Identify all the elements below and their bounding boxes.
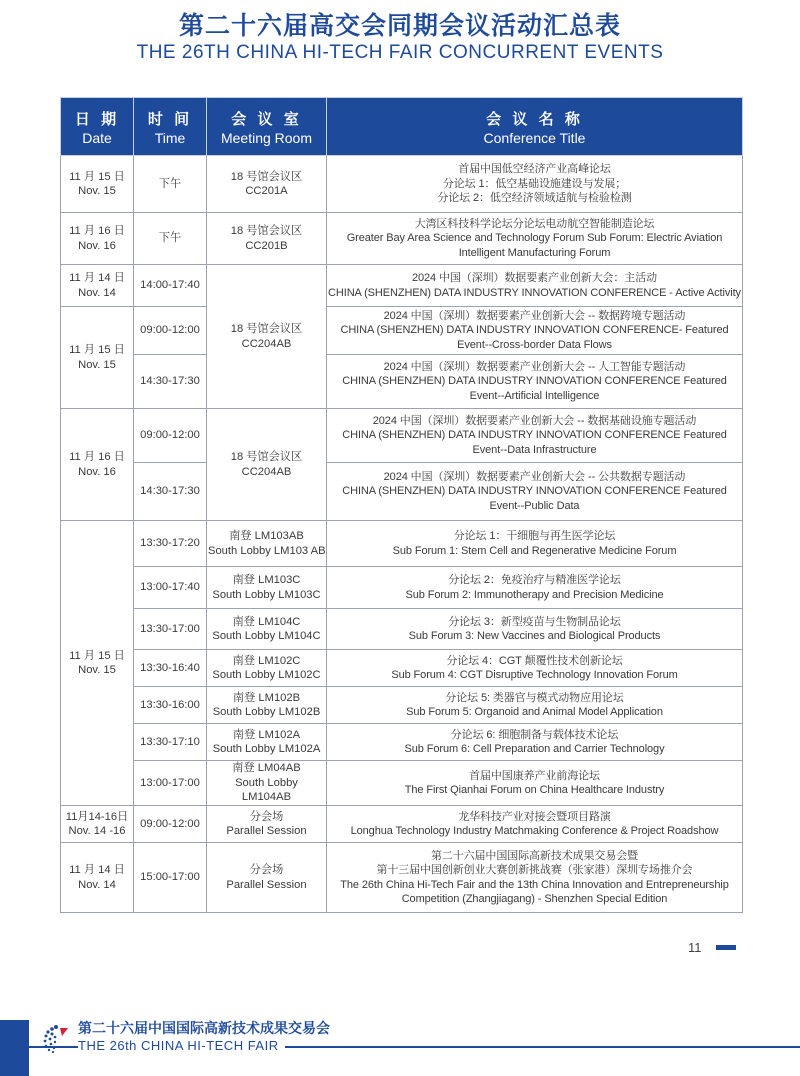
footer-fair-name-cn: 第二十六届中国国际高新技术成果交易会 (78, 1021, 330, 1037)
title-cell (327, 567, 743, 609)
room-cell (207, 521, 327, 567)
time-cell (134, 761, 207, 806)
cell-line: South Lobby LM103 AB (208, 544, 326, 557)
cell-line: 11 月 15 日 (69, 649, 125, 662)
cell-line: Nov. 16 (78, 465, 116, 478)
table-row (61, 307, 743, 355)
cell-line: Sub Forum 4: CGT Disruptive Technology Innovation Forum (391, 669, 678, 681)
cell-line: 分论坛 6: 细胞制备与载体技术论坛 (450, 728, 619, 741)
cell-line: 18 号馆会议区 (230, 451, 303, 463)
column-header-title: 会 议 名 称 Conference Title (327, 98, 743, 156)
cell-line: Nov. 14 (78, 878, 116, 891)
title-cell (327, 213, 743, 265)
cell-line: 11 月 15 日 (69, 344, 125, 356)
title-cell (327, 761, 743, 806)
cell-line: Sub Forum 3: New Vaccines and Biological Products (408, 630, 661, 642)
cell-line: South Lobby LM104C (212, 630, 321, 642)
time-cell (134, 355, 207, 409)
cell-line: 11月14-16日 (65, 810, 129, 823)
cell-line: 2024 中国（深圳）数据要素产业创新大会 -- 数据跨境专题活动 (383, 309, 686, 322)
cell-line: 分论坛 1：低空基础设施建设与发展； (442, 177, 627, 190)
date-cell (61, 409, 134, 521)
title-cell (327, 265, 743, 307)
title-cell (327, 409, 743, 463)
cell-line: 13:30-17:10 (140, 735, 200, 748)
cell-line: LM104AB (241, 791, 292, 804)
cell-line: 18 号馆会议区 (230, 323, 303, 335)
cell-line: Sub Forum 1: Stem Cell and Regenerative Medicine Forum (392, 544, 677, 557)
time-cell (134, 156, 207, 213)
date-cell (61, 307, 134, 409)
cell-line: Nov. 15 (78, 185, 116, 197)
room-cell (207, 609, 327, 650)
time-cell (134, 409, 207, 463)
cell-line: 分论坛 1：干细胞与再生医学论坛 (453, 530, 616, 542)
title-cell (327, 724, 743, 761)
title-cell (327, 355, 743, 409)
cell-line: 分会场 (249, 864, 284, 876)
footer-accent-block (0, 1020, 29, 1076)
room-cell (207, 687, 327, 724)
cell-line: CC201A (245, 185, 288, 197)
cell-line: 分论坛 2：免疫治疗与精准医学论坛 (448, 574, 621, 586)
table-row (61, 650, 743, 687)
table-row (61, 463, 743, 521)
cell-line: 第二十六届中国国际高新技术成果交易会暨 (430, 849, 639, 862)
cell-line: CHINA (SHENZHEN) DATA INDUSTRY INNOVATION CONFERENCE - Active Activity (328, 286, 741, 299)
cell-line: 下午 (158, 177, 182, 190)
title-cell (327, 521, 743, 567)
title-cell (327, 609, 743, 650)
cell-line: South Lobby LM103C (212, 588, 321, 601)
cell-line: 分论坛 2：低空经济领域适航与检验检测 (437, 192, 632, 205)
table-row (61, 521, 743, 567)
cell-line: 南登 LM102A (232, 728, 301, 741)
cell-line: South Lobby (235, 776, 298, 789)
time-cell (134, 806, 207, 843)
date-cell (61, 806, 134, 843)
time-cell (134, 265, 207, 307)
cell-line: 13:00-17:00 (140, 776, 200, 789)
time-cell (134, 213, 207, 265)
cell-line: 11 月 16 日 (69, 451, 125, 463)
cell-line: Nov. 14 (78, 286, 116, 299)
title-cell (327, 650, 743, 687)
cell-line: 14:30-17:30 (140, 485, 200, 498)
page-number-marker (716, 945, 736, 950)
page-title: 第二十六届高交会同期会议活动汇总表 (178, 11, 621, 40)
time-cell (134, 521, 207, 567)
cell-line: 南登 LM04AB (232, 762, 301, 775)
cell-line: CHINA (SHENZHEN) DATA INDUSTRY INNOVATION CONFERENCE Featured Event--Artificial Intelligence (342, 375, 727, 402)
room-cell (207, 265, 327, 409)
cell-line: Nov. 15 (78, 664, 116, 676)
cell-line: 大湾区科技科学论坛分论坛电动航空智能制造论坛 (414, 217, 655, 230)
cell-line: Parallel Session (226, 825, 307, 837)
cell-line: 2024 中国（深圳）数据要素产业创新大会：主活动 (411, 272, 658, 284)
page-subtitle: THE 26TH CHINA HI-TECH FAIR CONCURRENT EVENTS (136, 42, 664, 63)
cell-line: 13:30-16:00 (140, 698, 200, 711)
cell-line: Nov. 15 (78, 358, 116, 371)
cell-line: 09:00-12:00 (140, 324, 200, 337)
cell-line: 2024 中国（深圳）数据要素产业创新大会 -- 公共数据专题活动 (383, 470, 686, 483)
room-cell (207, 156, 327, 213)
table-row (61, 156, 743, 213)
cell-line: South Lobby LM102A (212, 743, 321, 755)
title-cell (327, 806, 743, 843)
cell-line: 南登 LM103AB (229, 530, 304, 542)
cell-line: 下午 (158, 232, 182, 245)
cell-line: 11 月 14 日 (69, 864, 125, 876)
title-cell (327, 463, 743, 521)
cell-line: CC204AB (241, 465, 292, 478)
cell-line: Nov. 16 (78, 239, 116, 252)
room-cell (207, 724, 327, 761)
time-cell (134, 843, 207, 913)
cell-line: CHINA (SHENZHEN) DATA INDUSTRY INNOVATION CONFERENCE Featured Event--Public Data (342, 485, 727, 512)
events-table (60, 97, 743, 913)
cell-line: 南登 LM103C (232, 574, 301, 586)
cell-line: 分论坛 5: 类器官与模式动物应用论坛 (445, 691, 624, 704)
cell-line: The First Qianhai Forum on China Healthcare Industry (404, 784, 665, 796)
title-cell (327, 156, 743, 213)
cell-line: 首届中国康养产业前海论坛 (469, 769, 600, 782)
cell-line: 南登 LM102C (232, 654, 301, 667)
cell-line: CC204AB (241, 337, 292, 350)
page-number: 11 (688, 940, 702, 955)
cell-line: 2024 中国（深圳）数据要素产业创新大会 -- 数据基础设施专题活动 (372, 414, 697, 427)
title-cell (327, 843, 743, 913)
table-row (61, 806, 743, 843)
date-cell (61, 843, 134, 913)
cell-line: 11 月 16 日 (69, 225, 125, 237)
cell-line: CHINA (SHENZHEN) DATA INDUSTRY INNOVATION CONFERENCE Featured Event--Data Infrastructure (342, 429, 727, 456)
cell-line: 首届中国低空经济产业高峰论坛 (458, 163, 611, 176)
cell-line: CHINA (SHENZHEN) DATA INDUSTRY INNOVATION CONFERENCE- Featured Event--Cross-border Data Flows (340, 324, 729, 351)
table-row (61, 761, 743, 806)
table-row (61, 265, 743, 307)
cell-line: South Lobby LM102B (212, 706, 321, 718)
table-row (61, 843, 743, 913)
cell-line: 13:30-17:00 (140, 622, 200, 635)
cell-line: 分会场 (249, 810, 284, 823)
column-header-room: 会 议 室 Meeting Room (207, 98, 327, 156)
cell-line: Sub Forum 2: Immunotherapy and Precision Medicine (405, 588, 664, 601)
time-cell (134, 650, 207, 687)
cell-line: 11 月 14 日 (69, 272, 125, 284)
cell-line: 2024 中国（深圳）数据要素产业创新大会 -- 人工智能专题活动 (383, 360, 686, 373)
table-row (61, 567, 743, 609)
footer-fair-name-en: THE 26th CHINA HI-TECH FAIR (78, 1038, 285, 1053)
date-cell (61, 521, 134, 806)
room-cell (207, 650, 327, 687)
cell-line: 第十三届中国创新创业大赛创新挑战赛（张家港）深圳专场推介会 (376, 864, 693, 876)
cell-line: 18 号馆会议区 (230, 225, 303, 237)
column-header-time: 时 间 Time (134, 98, 207, 156)
room-cell (207, 843, 327, 913)
cell-line: 13:00-17:40 (140, 581, 200, 594)
room-cell (207, 409, 327, 521)
table-row (61, 355, 743, 409)
table-row (61, 687, 743, 724)
cell-line: Sub Forum 6: Cell Preparation and Carrier Technology (404, 743, 665, 755)
date-cell (61, 213, 134, 265)
cell-line: Nov. 14 -16 (68, 825, 126, 837)
time-cell (134, 307, 207, 355)
title-cell (327, 307, 743, 355)
cell-line: The 26th China Hi-Tech Fair and the 13th China Innovation and Entrepreneurship Competition (Zhangjiagang) - Shenzhen Special Edition (340, 878, 729, 905)
cell-line: Greater Bay Area Science and Technology Forum Sub Forum: Electric Aviation Intelligent Manufacturing Forum (346, 232, 723, 259)
cell-line: 18 号馆会议区 (230, 170, 303, 183)
table-row (61, 213, 743, 265)
cell-line: 14:30-17:30 (140, 375, 200, 388)
date-cell (61, 156, 134, 213)
title-cell (327, 687, 743, 724)
cell-line: CC201B (245, 239, 288, 252)
room-cell (207, 761, 327, 806)
table-row (61, 409, 743, 463)
room-cell (207, 213, 327, 265)
cell-line: 14:00-17:40 (140, 279, 200, 292)
table-row (61, 609, 743, 650)
cell-line: Sub Forum 5: Organoid and Animal Model Application (406, 706, 663, 718)
time-cell (134, 609, 207, 650)
hi-tech-fair-logo-icon (40, 1022, 74, 1056)
table-row (61, 724, 743, 761)
cell-line: Parallel Session (226, 878, 307, 891)
cell-line: 龙华科技产业对接会暨项目路演 (458, 810, 611, 823)
time-cell (134, 567, 207, 609)
cell-line: 15:00-17:00 (140, 871, 200, 884)
cell-line: 南登 LM104C (232, 615, 301, 628)
cell-line: 分论坛 3：新型疫苗与生物制品论坛 (448, 615, 621, 628)
table-header-row (61, 98, 743, 156)
cell-line: 分论坛 4：CGT 颠覆性技术创新论坛 (446, 654, 623, 667)
column-header-date: 日 期 Date (61, 98, 134, 156)
time-cell (134, 724, 207, 761)
room-cell (207, 567, 327, 609)
cell-line: 13:30-16:40 (140, 661, 200, 674)
cell-line: 11 月 15 日 (69, 170, 125, 183)
cell-line: South Lobby LM102C (212, 669, 321, 681)
time-cell (134, 687, 207, 724)
cell-line: 09:00-12:00 (140, 429, 200, 442)
time-cell (134, 463, 207, 521)
room-cell (207, 806, 327, 843)
cell-line: 13:30-17:20 (140, 537, 200, 550)
date-cell (61, 265, 134, 307)
cell-line: Longhua Technology Industry Matchmaking Conference & Project Roadshow (350, 825, 719, 837)
cell-line: 09:00-12:00 (140, 817, 200, 830)
cell-line: 南登 LM102B (232, 691, 301, 704)
